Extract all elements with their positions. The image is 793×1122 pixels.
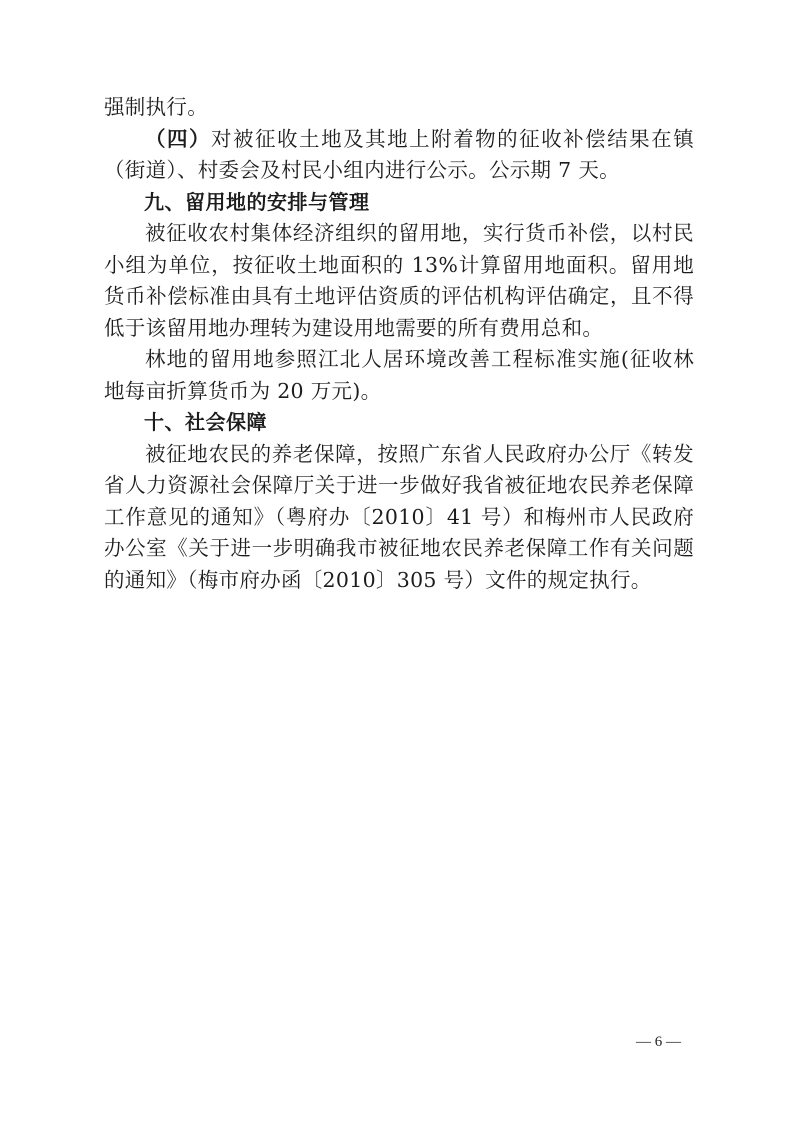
- page-number: — 6 —: [636, 1034, 681, 1050]
- item-number-four: （四）: [145, 126, 212, 151]
- document-body: [104, 92, 694, 596]
- section-heading-ten: 十、社会保障: [144, 410, 267, 434]
- paragraph-reserved-land: 被征收农村集体经济组织的留用地，实行货币补偿，以村民小组为单位，按征收土地面积的 13%计算留用地面积。留用地货币补偿标准由具有土地评估资质的评估机构评估确定，且不得低于该留用地办理转为建设用地需要的所有费用总和。: [104, 221, 694, 340]
- paragraph-item-four: [104, 124, 694, 187]
- item-four-text: 对被征收土地及其地上附着物的征收补偿结果在镇（街道）、村委会及村民小组内进行公示。公示期 7 天。: [104, 126, 694, 182]
- paragraph-forest-land: 林地的留用地参照江北人居环境改善工程标准实施(征收林地每亩折算货币为 20 万元)。: [104, 347, 694, 403]
- paragraph-social-security: 被征地农民的养老保障，按照广东省人民政府办公厅《转发省人力资源社会保障厅关于进一步做好我省被征地农民养老保障工作意见的通知》（粤府办〔2010〕41 号）和梅州市人民政府办公室《关于进一步明确我市被征地农民养老保障工作有关问题的通知》（梅市府办函〔2010〕305 号）文件的规定执行。: [104, 441, 694, 592]
- section-heading-nine: 九、留用地的安排与管理: [144, 189, 370, 214]
- paragraph-continuation: 强制执行。: [104, 95, 208, 119]
